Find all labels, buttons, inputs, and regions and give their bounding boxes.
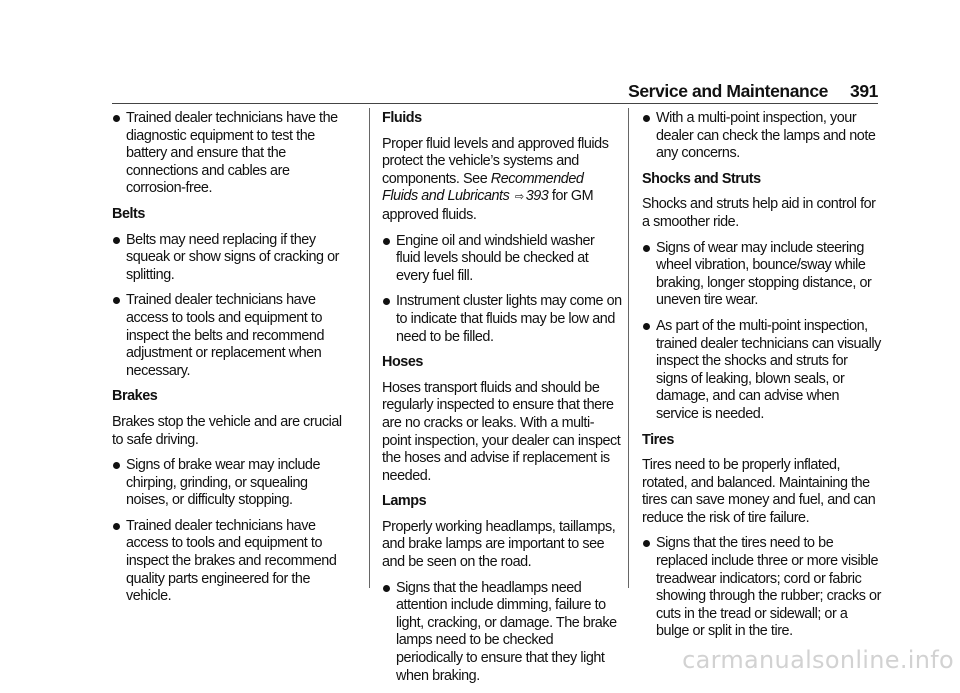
list-item: Engine oil and windshield washer fluid levels should be checked at every fuel fill. [382, 233, 622, 286]
list-item: With a multi-point inspection, your dealer can check the lamps and note any concerns. [642, 110, 882, 163]
hoses-heading: Hoses [382, 354, 423, 371]
fluids-page-link[interactable]: 393 [525, 188, 549, 205]
header-rule [112, 103, 878, 104]
lamps-heading: Lamps [382, 493, 427, 510]
list-item: Belts may need replacing if they squeak or show signs of cracking or splitting. [112, 232, 352, 285]
brakes-heading: Brakes [112, 388, 158, 405]
bullet-icon [113, 462, 120, 469]
watermark: carmanualsonline.info [682, 646, 954, 674]
tires-paragraph: Tires need to be properly inflated, rotated, and balanced. Maintaining the tires can save money and fuel, and can reduce the risk of tire failure. [642, 457, 876, 526]
list-item: Signs that the tires need to be replaced include three or more visible treadwear indicators; cord or fabric showing through the rubber; cracks or cuts in the tread or sidewall; or a bulge or split in the tire. [642, 535, 882, 641]
list-item: Trained dealer technicians have the diagnostic equipment to test the battery and ensure that the connections and cables are corrosion-free. [112, 110, 352, 198]
list-item: Signs of wear may include steering wheel vibration, bounce/sway while braking, longer stopping distance, or uneven tire wear. [642, 240, 882, 310]
column-1 [112, 110, 352, 614]
column-divider-1 [369, 108, 370, 588]
belts-heading: Belts [112, 205, 145, 222]
bullet-icon [113, 523, 120, 530]
bullet-icon [643, 245, 650, 252]
bullet-icon [383, 238, 390, 245]
bullet-icon [113, 115, 120, 122]
fluids-link[interactable]: Recommended Fluids and Lubricants [382, 170, 584, 205]
list-item: Instrument cluster lights may come on to indicate that fluids may be low and need to be filled. [382, 293, 622, 346]
section-title: Service and Maintenance [628, 81, 828, 101]
column-3 [642, 110, 882, 649]
column-2 [382, 110, 622, 693]
bullet-icon [643, 323, 650, 330]
list-item: Signs of brake wear may include chirping, grinding, or squealing noises, or difficulty stopping. [112, 457, 352, 510]
list-item: Signs that the headlamps need attention include dimming, failure to light, cracking, or damage. The brake lamps need to be checked periodically to ensure that they light when braking. [382, 580, 622, 686]
fluids-paragraph: Proper fluid levels and approved fluids protect the vehicle’s systems and components. See Recommended Fluids and Lubricants ⇨ 393 for GM approved fluids. [382, 135, 609, 223]
brakes-paragraph: Brakes stop the vehicle and are crucial to safe driving. [112, 413, 342, 448]
shocks-heading: Shocks and Struts [642, 170, 761, 187]
bullet-icon [113, 297, 120, 304]
list-item: Trained dealer technicians have access to tools and equipment to inspect the belts and recommend adjustment or replacement when necessary. [112, 292, 352, 380]
hoses-paragraph: Hoses transport fluids and should be regularly inspected to ensure that there are no cracks or leaks. With a multi-point inspection, your dealer can inspect the hoses and advise if replacement is needed. [382, 379, 621, 484]
lamps-paragraph: Properly working headlamps, taillamps, and brake lamps are important to see and be seen on the road. [382, 518, 616, 571]
column-divider-2 [628, 108, 629, 588]
page-number: 391 [850, 81, 878, 101]
bullet-icon [643, 540, 650, 547]
list-item: Trained dealer technicians have access to tools and equipment to inspect the brakes and recommend quality parts engineered for the vehicle. [112, 518, 352, 606]
bullet-icon [113, 237, 120, 244]
page-arrow-icon: ⇨ [514, 191, 524, 204]
shocks-paragraph: Shocks and struts help aid in control for a smoother ride. [642, 196, 876, 230]
page-header [0, 81, 878, 102]
bullet-icon [383, 585, 390, 592]
bullet-icon [383, 298, 390, 305]
tires-heading: Tires [642, 431, 674, 448]
list-item: As part of the multi-point inspection, trained dealer technicians can visually inspect the shocks and struts for signs of leaking, blown seals, or damage, and can advise when service is needed. [642, 318, 882, 424]
bullet-icon [643, 115, 650, 122]
fluids-heading: Fluids [382, 110, 422, 126]
